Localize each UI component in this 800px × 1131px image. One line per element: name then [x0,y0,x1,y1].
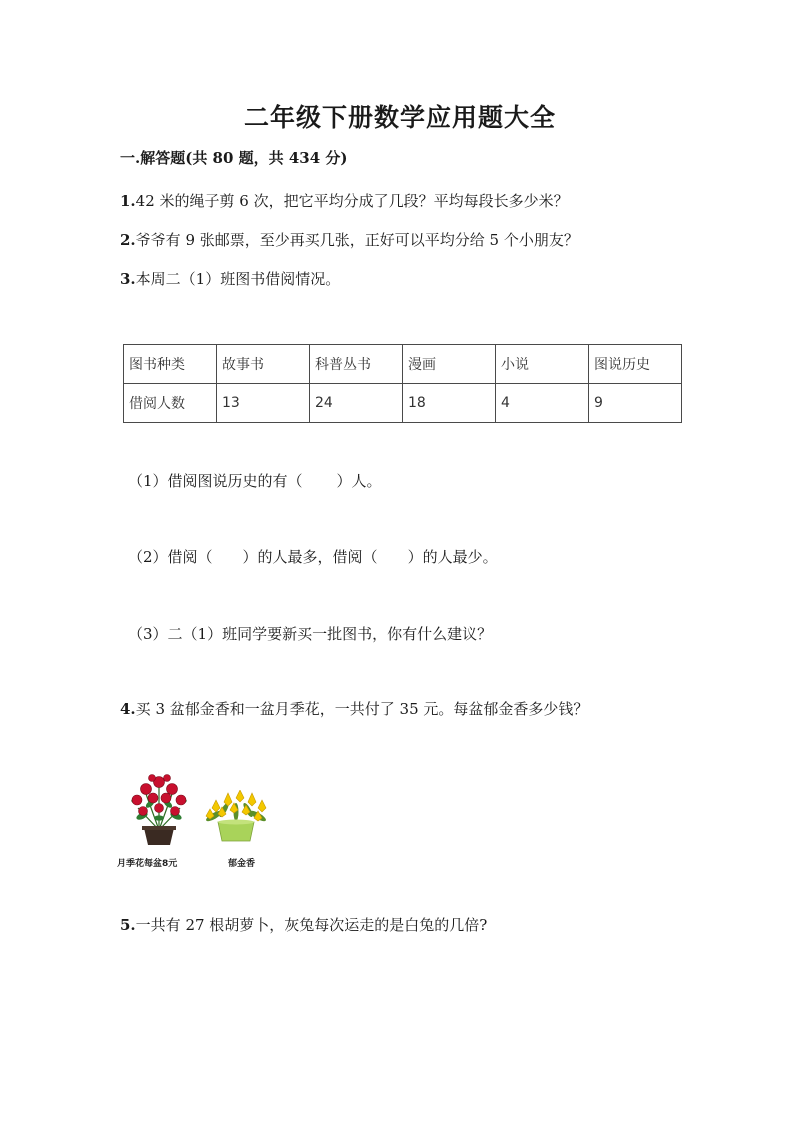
question-text: 本周二（1）班图书借阅情况。 [135,270,341,288]
question-number: 3. [120,270,136,288]
question-text: 一共有 27 根胡萝卜，灰兔每次运走的是白兔的几倍? [135,916,488,934]
question-number: 1. [120,192,136,210]
table-row [124,384,682,423]
rose-pot-image [126,772,192,846]
sub-question-text: （1）借阅图说历史的有（ [128,472,303,490]
tulip-pot-image [200,790,272,842]
question-text: 42 米的绳子剪 6 次，把它平均分成了几段？平均每段长多少米？ [135,192,569,210]
sub-question-text: ）的人最少。 [407,548,498,566]
table-cell: 科普丛书 [310,345,403,384]
table-cell: 借阅人数 [124,384,217,423]
table-cell: 24 [310,384,403,423]
table-cell: 故事书 [217,345,310,384]
question-number: 5. [120,916,136,934]
rose-price-caption: 月季花每盆8元 [117,859,178,869]
table-cell: 4 [496,384,589,423]
sub-question-3: （3）二（1）班同学要新买一批图书，你有什么建议？ [128,625,493,643]
question-number: 2. [120,231,136,249]
sub-question-text: ）人。 [336,472,382,490]
section-heading: 一.解答题(共 80 题，共 434 分) [120,149,348,167]
book-borrowing-table [123,344,682,423]
question-2 [120,229,579,250]
question-1 [120,190,569,211]
table-cell: 18 [403,384,496,423]
question-text: 爷爷有 9 张邮票，至少再买几张，正好可以平均分给 5 个小朋友？ [135,231,579,249]
table-cell: 13 [217,384,310,423]
page-title: 二年级下册数学应用题大全 [243,103,556,132]
question-text: 买 3 盆郁金香和一盆月季花，一共付了 35 元。每盆郁金香多少钱？ [135,700,589,718]
question-4 [120,698,588,719]
question-5 [120,914,487,935]
table-cell: 小说 [496,345,589,384]
table-cell: 图书种类 [124,345,217,384]
table-cell: 漫画 [403,345,496,384]
table-cell: 9 [589,384,682,423]
sub-question-2 [128,546,498,567]
table-row [124,345,682,384]
table-cell: 图说历史 [589,345,682,384]
tulip-caption: 郁金香 [228,859,256,869]
question-number: 4. [120,700,136,718]
sub-question-1 [128,470,382,491]
sub-question-text: （2）借阅（ [128,548,213,566]
sub-question-text: ）的人最多，借阅（ [242,548,378,566]
question-3 [120,268,340,289]
